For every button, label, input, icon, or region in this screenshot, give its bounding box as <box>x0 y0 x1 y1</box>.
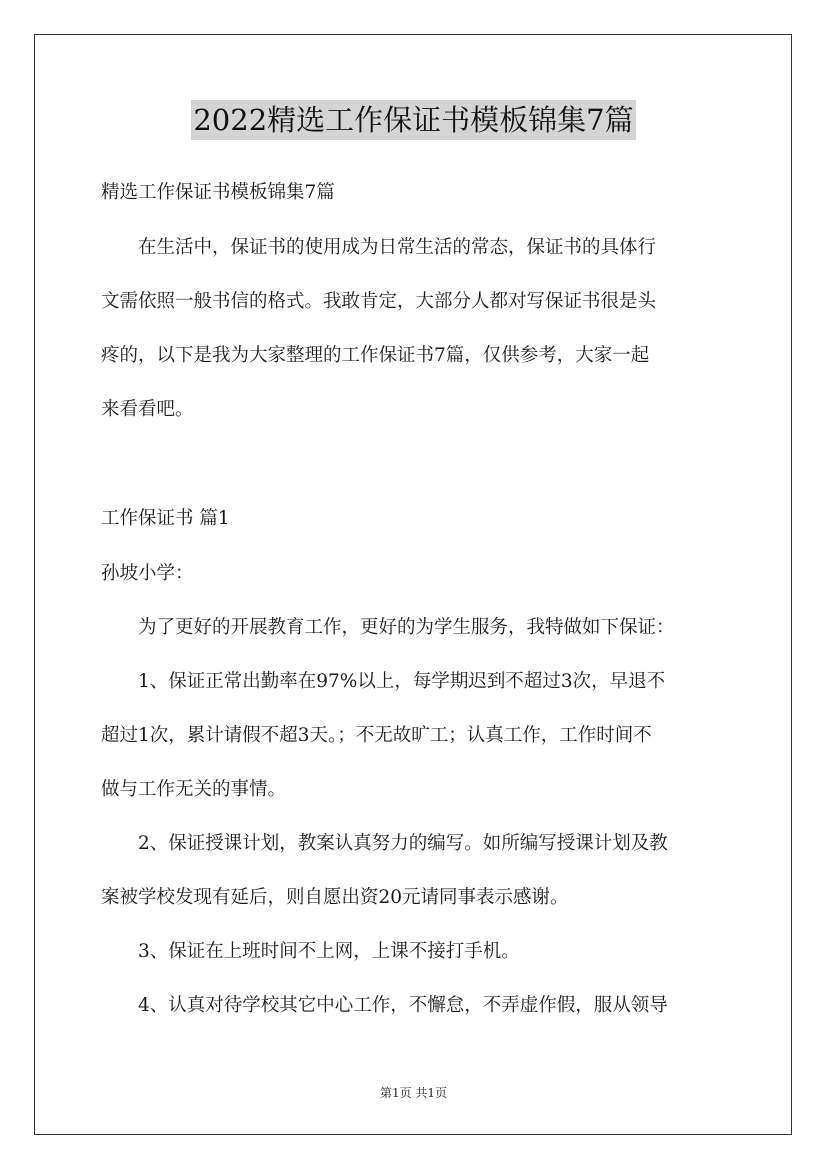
page-footer: 第1页 共1页 <box>379 1086 448 1100</box>
intro-line-4: 来看看吧。 <box>101 399 194 420</box>
body-line-7: 3、保证在上班时间不上网，上课不接打手机。 <box>101 941 520 962</box>
document-title: 2022精选工作保证书模板锦集7篇 <box>191 100 635 140</box>
intro-line-1: 在生活中，保证书的使用成为日常生活的常态，保证书的具体行 <box>101 237 657 258</box>
intro-line-2: 文需依照一般书信的格式。我敢肯定，大部分人都对写保证书很是头 <box>101 291 657 312</box>
body-line-3: 超过1次，累计请假不超3天。；不无故旷工；认真工作，工作时间不 <box>101 725 652 746</box>
title-container <box>0 100 827 140</box>
body-line-8: 4、认真对待学校其它中心工作，不懈怠，不弄虚作假，服从领导 <box>101 995 668 1016</box>
section-heading: 工作保证书 篇1 <box>101 508 230 529</box>
salutation: 孙坡小学： <box>101 563 194 584</box>
document-subtitle: 精选工作保证书模板锦集7篇 <box>101 182 335 203</box>
body-line-2: 1、保证正常出勤率在97%以上，每学期迟到不超过3次，早退不 <box>101 671 666 692</box>
body-line-4: 做与工作无关的事情。 <box>101 779 287 800</box>
body-line-1: 为了更好的开展教育工作，更好的为学生服务，我特做如下保证： <box>101 617 675 638</box>
intro-line-3: 疼的，以下是我为大家整理的工作保证书7篇，仅供参考，大家一起 <box>101 345 650 366</box>
body-line-6: 案被学校发现有延后，则自愿出资20元请同事表示感谢。 <box>101 887 569 908</box>
body-line-5: 2、保证授课计划，教案认真努力的编写。如所编写授课计划及教 <box>101 833 668 854</box>
